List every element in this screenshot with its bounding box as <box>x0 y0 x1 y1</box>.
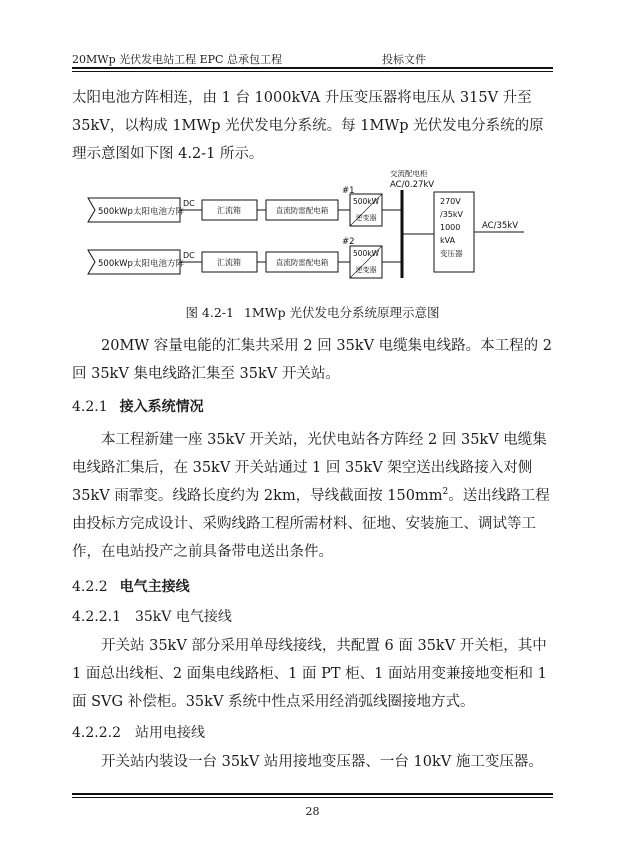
paragraph-grid-connection-tail: 。送出线路工程由投标方完成设计、采购线路工程所需材料、征地、安装施工、调试等工作，在电站投产之前具备带电送出条件。 <box>72 488 550 560</box>
dc-cabinet-1-label: 直流防雷配电箱 <box>275 206 329 215</box>
section-heading-4-2-1 <box>72 396 204 416</box>
section-title: 站用电接线 <box>134 725 205 741</box>
paragraph-collection-lines: 20MW 容量电能的汇集共采用 2 回 35kV 电缆集电线路。本工程的 2 回 35kV 集电线路汇集至 35kV 开关站。 <box>72 338 553 382</box>
inverter-1-number: #1 <box>342 186 355 196</box>
inverter-1-label: 逆变器 <box>355 214 377 222</box>
paragraph-grid-connection-text: 本工程新建一座 35kV 开关站，光伏电站各方阵经 2 回 35kV 电缆集电线路汇集后，在 35kV 开关站通过 1 回 35kV 架空送出线路接入对侧 35kV 雨霏变。线路长度约为 2km，导线截面按 150mm <box>72 432 547 504</box>
section-title: 电气主接线 <box>119 579 190 595</box>
section-title: 接入系统情况 <box>119 399 204 415</box>
paragraph-grid-connection <box>72 426 553 566</box>
section-number: 4.2.1 <box>72 399 108 415</box>
inverter-2-rating: 500kW <box>352 249 380 258</box>
solar-array-1-label: 500kWp太阳电池方阵 <box>98 207 184 217</box>
page-number: 28 <box>305 805 320 818</box>
inverter-2-label: 逆变器 <box>355 266 377 274</box>
transformer-line-5: 变压器 <box>440 249 463 258</box>
section-heading-4-2-2 <box>72 576 190 596</box>
section-heading-4-2-2-1 <box>72 606 232 626</box>
dc-label-2: DC <box>183 251 195 260</box>
section-number: 4.2.2.1 <box>72 609 121 625</box>
paragraph-35kv-wiring: 开关站 35kV 部分采用单母线接线，共配置 6 面 35kV 开关柜，其中 1 面总出线柜、2 面集电线路柜、1 面 PT 柜、1 面站用变兼接地变柜和 1 面 SVG 补偿柜。35kV 系统中性点采用经消弧线圈接地方式。 <box>72 638 547 710</box>
footer-rule-thick <box>72 793 553 795</box>
footer-rule-thin <box>72 797 553 798</box>
ac-cabinet-label: 交流配电柜 <box>390 170 428 178</box>
header-rule-thick <box>72 67 553 69</box>
transformer-line-3: 1000 <box>440 223 461 232</box>
superscript-2: 2 <box>442 487 449 498</box>
section-number: 4.2.2.2 <box>72 725 121 741</box>
page-header <box>72 51 553 67</box>
header-rule-thin <box>72 71 553 72</box>
dc-label-1: DC <box>183 199 195 208</box>
figure-title: 1MWp 光伏发电分系统原理示意图 <box>243 305 440 320</box>
output-voltage-label: AC/35kV <box>482 221 519 231</box>
combiner-box-2-label: 汇流箱 <box>217 258 241 267</box>
section-heading-4-2-2-2 <box>72 722 205 742</box>
header-project-title: 20MWp 光伏发电站工程 EPC 总承包工程 <box>72 53 282 66</box>
header-doc-type: 投标文件 <box>382 53 426 66</box>
branch-1 <box>88 186 402 226</box>
figure-number: 图 4.2-1 <box>185 305 234 320</box>
dc-cabinet-2-label: 直流防雷配电箱 <box>275 258 329 267</box>
transformer-line-1: 270V <box>440 197 461 206</box>
solar-array-2-label: 500kWp太阳电池方阵 <box>98 259 184 269</box>
pv-system-diagram-svg <box>80 170 550 285</box>
transformer-line-4: kVA <box>440 236 456 245</box>
figure-caption <box>0 303 625 321</box>
intro-paragraph: 太阳电池方阵相连，由 1 台 1000kVA 升压变压器将电压从 315V 升至 35kV，以构成 1MWp 光伏发电分系统。每 1MWp 光伏发电分系统的原理示意图如下图 4.2-1 所示。 <box>72 90 544 162</box>
section-number: 4.2.2 <box>72 579 108 595</box>
inverter-1-rating: 500kW <box>352 197 380 206</box>
paragraph-station-power: 开关站内装设一台 35kV 站用接地变压器、一台 10kV 施工变压器。 <box>101 754 543 770</box>
combiner-box-1-label: 汇流箱 <box>217 206 241 215</box>
inverter-2-number: #2 <box>342 237 355 247</box>
branch-2 <box>88 237 402 278</box>
ac-voltage-label: AC/0.27kV <box>390 180 435 190</box>
transformer-line-2: /35kV <box>440 210 463 219</box>
section-title: 35kV 电气接线 <box>134 609 232 625</box>
pv-system-diagram <box>80 170 550 285</box>
